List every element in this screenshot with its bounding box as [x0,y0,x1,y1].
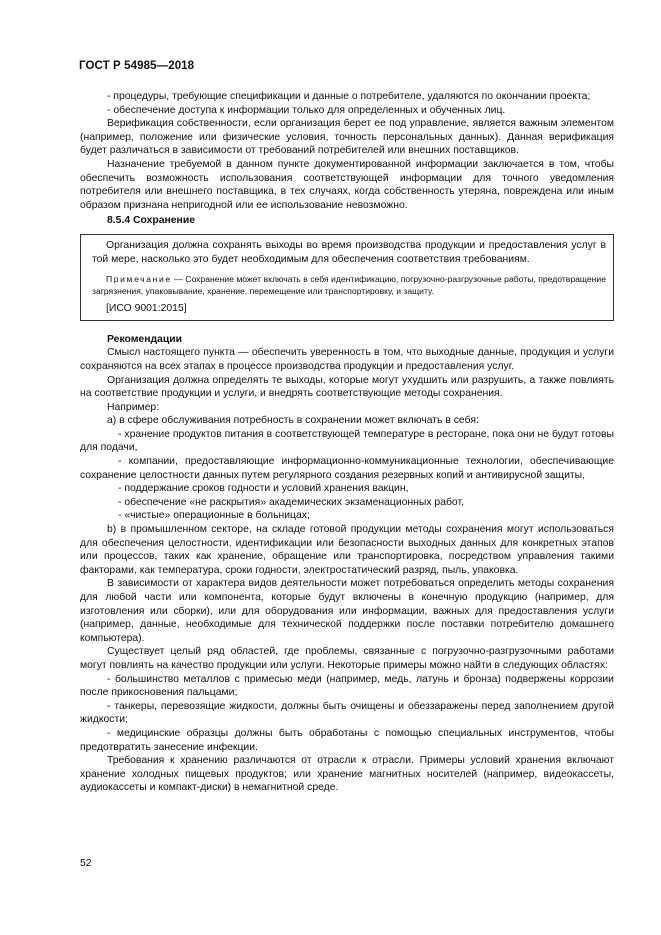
page-content [80,90,614,795]
standard-reference: [ИСО 9001:2015] [106,303,187,315]
section-heading: 8.5.4 Сохранение [107,215,195,227]
list-item: а) в сфере обслуживания потребность в сохранении может включать в себя: [107,415,479,427]
list-item: - поддержание сроков годности и условий хранения вакцин, [118,483,409,495]
list-item: - танкеры, перевозящие жидкости, должны быть очищены и обеззаражены перед заполнением другой жидкости; [80,700,614,726]
note [92,273,606,297]
list-item: - компании, предоставляющие информационно-коммуникационные технологии, обеспечивающие сохранение целостности данных путем регулярного создания резервных копий и антивирусной защиты, [80,456,614,481]
list-item: - медицинские образцы должны быть обработаны с помощью специальных инструментов, чтобы предотвратить занесение инфекции. [80,727,614,753]
note-label: Примечание [106,274,172,285]
paragraph: Верификация собственности, если организация берет ее под управление, является важным элементом (например, положение или физические условия, точность персональных данных). Данная верификация будет различаться в зависимости от требований потребителей или внешних поставщиков. [80,118,614,157]
note-text: — Сохранение может включать в себя идентификацию, погрузочно-разгрузочные работы, предотвращение загрязнения, упаковывание, хранение, перемещение или транспортировку, и защиту. [92,274,606,297]
document-header: ГОСТ Р 54985—2018 [79,60,195,72]
paragraph: Например: [107,401,160,413]
page-number: 52 [80,858,92,869]
paragraph: Смысл настоящего пункта — обеспечить уверенность в том, что выходные данные, продукция и услуги сохраняются на всех этапах в процессе производства продукции и предоставления услуг. [80,347,614,372]
paragraph: В зависимости от характера видов деятельности может потребоваться определить методы сохранения для любой части или компонента, которые будут включены в конечную продукцию (например, для изготовления или сборки), или для оборудования или информации, важных для предоставления услуги (например, данные, необходимые для технической поддержки после поставки потребителю домашнего компьютера). [80,578,614,644]
list-item: - большинство металлов с примесью меди (например, медь, латунь и бронза) подвержены коррозии после прикосновения пальцами; [80,673,614,699]
quote-text: Организация должна сохранять выходы во время производства продукции и предоставления услуг в той мере, насколько это будет необходимым для обеспечения соответствия требованиям. [92,239,606,265]
paragraph: Назначение требуемой в данном пункте документированной информации заключается в том, чтобы обеспечить возможность использования соответствующей информации для точного уведомления потребителя или внешнего поставщика, в тех случаях, когда собственность утеряна, повреждена или иным образом признана непригодной или ее использование невозможно. [80,158,614,211]
standard-quote-box [80,234,614,321]
list-item: - хранение продуктов питания в соответствующей температуре в ресторане, пока они не будут готовы для подачи, [80,428,614,454]
paragraph: Организация должна определять те выходы, которые могут ухудшить или разрушить, а также повлиять на соответствие продукции и услуги, и внедрять соответствующие методы сохранения. [80,374,614,400]
paragraph: Существует целый ряд областей, где проблемы, связанные с погрузочно-разгрузочными работами могут повлиять на качество продукции или услуги. Некоторые примеры можно найти в следующих областях: [80,646,614,671]
recommendations-heading: Рекомендации [107,333,183,345]
list-item: - обеспечение «не раскрытия» академических экзаменационных работ, [118,496,464,508]
list-item: - «чистые» операционные в больницах; [118,510,310,522]
paragraph: - процедуры, требующие спецификации и данные о потребителе, удаляются по окончании проекта; [107,91,591,102]
paragraph: Требования к хранению различаются от отрасли к отрасли. Примеры условий хранения включают хранение холодных пищевых продуктов; или хранение магнитных носителей (например, видеокассеты, аудиокассеты и компакт-диски) в немагнитной среде. [80,755,614,794]
list-item: b) в промышленном секторе, на складе готовой продукции методы сохранения могут использоваться для обеспечения целостности, идентификации или безопасности выходных данных для конкретных этапов или процессов, таких как хранение, обращение или транспортировка, посредством управления такими факторами, как температура, сроки годности, электростатический разряд, пыль, упаковка. [80,524,614,576]
paragraph: - обеспечение доступа к информации только для определенных и обученных лиц. [107,104,506,116]
